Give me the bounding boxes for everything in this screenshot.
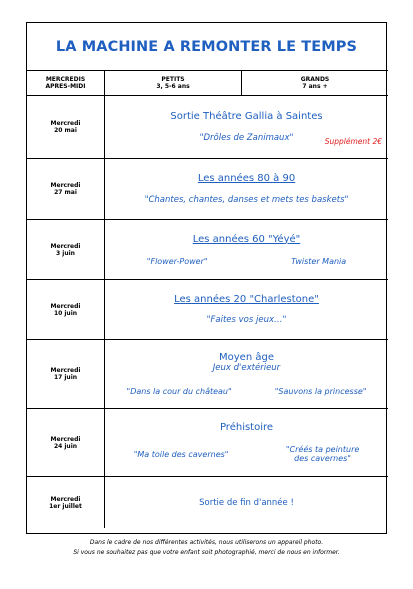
activity-cell bbox=[105, 220, 389, 280]
schedule-table bbox=[27, 70, 388, 528]
activity-title: Les années 80 à 90 bbox=[197, 173, 296, 184]
page-title: LA MACHINE A REMONTER LE TEMPS bbox=[55, 38, 358, 55]
activity-subtitle: Jeux d'extérieur bbox=[212, 363, 281, 373]
date-cell: Mercredi 27 mai bbox=[27, 159, 105, 220]
activity-title: Sortie Théâtre Gallia à Saintes bbox=[170, 111, 323, 122]
activity-title: Les années 20 "Charlestone" bbox=[174, 294, 319, 305]
activity-grands: "Sauvons la princesse" bbox=[274, 387, 367, 396]
date-cell: Mercredi 17 juin bbox=[27, 340, 105, 409]
activity-cell bbox=[105, 340, 389, 409]
date-cell: Mercredi 3 juin bbox=[27, 220, 105, 280]
table-row bbox=[27, 96, 388, 159]
activity-cell bbox=[105, 280, 389, 340]
supplement-note: Supplément 2€ bbox=[324, 137, 382, 146]
table-row bbox=[27, 477, 388, 529]
date-cell: Mercredi 10 juin bbox=[27, 280, 105, 340]
table-row bbox=[27, 280, 388, 340]
activity-petits: "Flower-Power" bbox=[146, 256, 208, 266]
activity-petits: "Ma toile des cavernes" bbox=[133, 449, 229, 459]
table-row bbox=[27, 159, 388, 220]
photo-notice: Dans le cadre de nos différentes activités, nous utiliserons un appareil photo. Si vous ne souhaitez pas que votre enfant soit photographié, merci de nous en informer. bbox=[73, 539, 340, 556]
activity-grands-line1: "Créés ta peinture bbox=[285, 445, 360, 454]
date-cell: Mercredi 1er juillet bbox=[27, 477, 105, 529]
activity-cell bbox=[105, 96, 389, 159]
header-wednesdays: MERCREDIS APRES-MIDI bbox=[27, 71, 105, 96]
activity-subtitle: "Faites vos jeux…" bbox=[206, 315, 287, 325]
header-row bbox=[27, 71, 388, 96]
activity-title: Moyen âge bbox=[219, 352, 274, 363]
activity-title: Préhistoire bbox=[219, 422, 274, 433]
table-row bbox=[27, 409, 388, 477]
activity-grands: Twister Mania bbox=[291, 256, 347, 266]
activity-grands-line2: des cavernes" bbox=[294, 454, 351, 463]
activity-cell bbox=[105, 159, 389, 220]
activity-petits: "Dans la cour du château" bbox=[126, 387, 232, 396]
date-cell: Mercredi 20 mai bbox=[27, 96, 105, 159]
header-grands: GRANDS 7 ans + bbox=[242, 71, 389, 96]
activity-cell bbox=[105, 409, 389, 477]
activity-title: Sortie de fin d'année ! bbox=[199, 497, 294, 508]
activity-title: Les années 60 "Yéyé" bbox=[192, 233, 301, 245]
program-sheet bbox=[26, 22, 387, 534]
activity-cell bbox=[105, 477, 389, 529]
table-row bbox=[27, 220, 388, 280]
activity-subtitle: "Drôles de Zanimaux" bbox=[199, 133, 294, 143]
activity-subtitle: "Chantes, chantes, danses et mets tes baskets" bbox=[144, 195, 349, 205]
date-cell: Mercredi 24 juin bbox=[27, 409, 105, 477]
table-row bbox=[27, 340, 388, 409]
header-petits: PETITS 3, 5-6 ans bbox=[105, 71, 242, 96]
